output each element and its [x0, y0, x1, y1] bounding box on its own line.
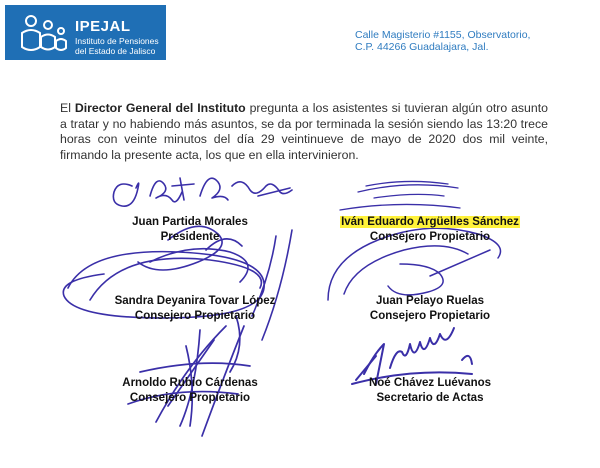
signatory-name: Noé Chávez Luévanos: [368, 377, 492, 389]
signature-block-1: [105, 215, 275, 244]
address-line2: C.P. 44266 Guadalajara, Jal.: [355, 41, 489, 53]
signature-ivan-arguelles: [340, 181, 460, 210]
signature-block-5: [100, 376, 280, 405]
paragraph-text: pregunta a los asistentes si tuvieran algún otro asunto a tratar y no habiendo más asuntos, se da por terminada la sesión siendo las 13:20 trece horas con veinte minutos del día 29 veintinueve de mayo de 2020 dos mil veinte, firmando la presente acta, los que en ella intervinieron.: [60, 101, 548, 162]
logo-title: IPEJAL: [75, 18, 131, 35]
signatory-role: Secretario de Actas: [376, 391, 484, 404]
logo-subtitle-line1: Instituto de Pensiones: [75, 36, 159, 46]
address-line1: Calle Magisterio #1155, Observatorio,: [355, 29, 531, 41]
signatory-name: Arnoldo Rubio Cárdenas: [122, 377, 258, 389]
logo-subtitle-line2: del Estado de Jalisco: [75, 46, 156, 56]
signature-block-2: [320, 215, 540, 244]
signature-block-6: [345, 376, 515, 405]
signature-juan-partida: [113, 178, 292, 206]
signatory-name-highlighted: Iván Eduardo Argüelles Sánchez: [341, 216, 519, 228]
paragraph-intro: El: [60, 101, 75, 115]
signatory-role: Consejero Propietario: [369, 309, 491, 322]
signatory-role: Consejero Propietario: [129, 391, 251, 404]
signatory-name: Juan Pelayo Ruelas: [375, 295, 485, 307]
signatory-role: Consejero Propietario: [369, 230, 491, 243]
signatory-role: Presidente: [160, 230, 220, 243]
signatory-name: Sandra Deyanira Tovar López: [114, 295, 276, 307]
signature-block-3: [95, 294, 295, 323]
signatory-role: Consejero Propietario: [134, 309, 256, 322]
signature-block-4: [345, 294, 515, 323]
signatory-name: Juan Partida Morales: [132, 216, 248, 228]
paragraph-bold-phrase: Director General del Instituto: [74, 101, 246, 115]
